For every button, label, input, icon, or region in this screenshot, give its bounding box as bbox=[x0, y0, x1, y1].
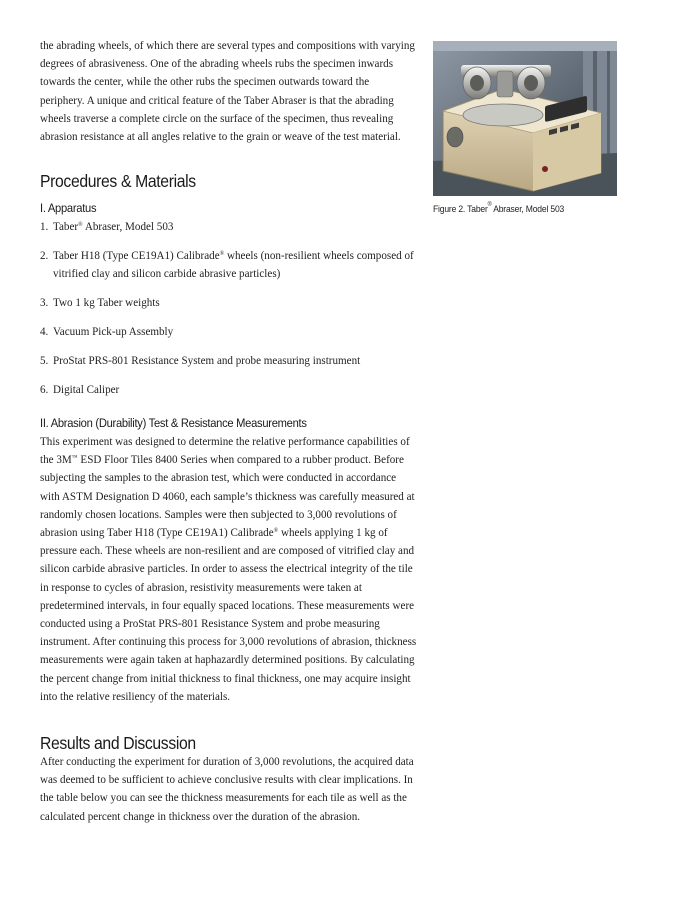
item-number: 5. bbox=[40, 355, 49, 368]
caption-text: Abraser, Model 503 bbox=[491, 204, 565, 215]
abrasion-text-part: ESD Floor Tiles 8400 Series when compared to a rubber product. Before subjecting the samples to the abrasion test, which were conducted in accordance with ASTM Designation D 4060, each sample’s thickness was carefully measured at randomly chosen locations. Samples were then subjected to 3,000 revolutions of abrasion using Taber H18 (Type CE19A1) Calibrade bbox=[40, 454, 415, 540]
item-number: 4. bbox=[40, 325, 49, 338]
caption-text: Figure 2. Taber bbox=[433, 204, 488, 215]
registered-mark: ® bbox=[219, 251, 225, 258]
abrasion-heading: II. Abrasion (Durability) Test & Resistance Measurements bbox=[40, 416, 307, 430]
apparatus-item-5 bbox=[40, 352, 425, 370]
trademark-mark: ™ bbox=[71, 455, 78, 462]
item-number: 1. bbox=[40, 221, 49, 233]
item-text: Taber H18 (Type CE19A1) Calibrade bbox=[53, 250, 220, 263]
abrasion-paragraph bbox=[40, 433, 418, 706]
item-number: 6. bbox=[40, 384, 49, 397]
apparatus-heading: I. Apparatus bbox=[40, 201, 97, 215]
registered-mark: ® bbox=[78, 222, 83, 228]
results-paragraph: After conducting the experiment for duration of 3,000 revolutions, the acquired data was deemed to be sufficient to achieve conclusive results with clear implications. In the table below you can see the thickness measurements for each tile as well as the calculated percent change in thickness over the duration of the abrasion. bbox=[40, 756, 414, 823]
item-text: Abraser, Model 503 bbox=[82, 221, 174, 233]
registered-mark: ® bbox=[487, 202, 492, 208]
item-text: wheels (non-resilient wheels composed of vitrified clay and silicon carbide abrasive particles) bbox=[53, 250, 414, 281]
item-text: Two 1 kg Taber weights bbox=[53, 296, 160, 309]
item-text: Taber bbox=[53, 221, 79, 233]
apparatus-item-4 bbox=[40, 323, 425, 341]
apparatus-item-2 bbox=[40, 247, 425, 283]
intro-paragraph: the abrading wheels, of which there are several types and compositions with varying degrees of abrasiveness. One of the abrading wheels rubs the specimen inwards towards the center, while the other rubs the specimen outwards toward the periphery. A unique and critical feature of the Taber Abraser is that the abrading wheels traverse a complete circle on the surface of the specimen, thus revealing abrasion resistance at all angles relative to the grain or weave of the test material. bbox=[40, 40, 415, 144]
figure-caption bbox=[433, 204, 564, 215]
item-text: ProStat PRS-801 Resistance System and probe measuring instrument bbox=[53, 355, 361, 368]
item-number: 3. bbox=[40, 296, 49, 309]
apparatus-list bbox=[40, 218, 425, 399]
abrasion-text-part: wheels applying 1 kg of pressure each. These wheels are non-resilient and are composed of vitrified clay and silicon carbide abrasive particles. In order to assess the electrical integrity of the tile in response to cycles of abrasion, resistivity measurements were taken at predetermined intervals, in four equally spaced locations. These measurements were conducted using a ProStat PRS-801 Resistance System and probe measuring instrument. After continuing this process for 3,000 revolutions of abrasion, thickness measurements were again taken at haphazardly determined positions. By calculating the percent change from initial thickness to final thickness, one may acquire insight into the relative resiliency of the materials. bbox=[40, 527, 417, 703]
procedures-heading: Procedures & Materials bbox=[40, 171, 196, 191]
apparatus-item-3 bbox=[40, 294, 425, 312]
apparatus-item-1 bbox=[40, 218, 425, 236]
abrasion-text-part: This experiment was designed to determine the relative performance capabilities of the 3M bbox=[40, 436, 410, 467]
apparatus-item-6 bbox=[40, 381, 425, 399]
item-text: Vacuum Pick-up Assembly bbox=[53, 325, 174, 338]
item-number: 2. bbox=[40, 250, 49, 263]
item-text: Digital Caliper bbox=[53, 384, 120, 397]
registered-mark: ® bbox=[273, 528, 279, 535]
results-heading: Results and Discussion bbox=[40, 733, 196, 753]
taber-abraser-photo bbox=[433, 41, 617, 196]
